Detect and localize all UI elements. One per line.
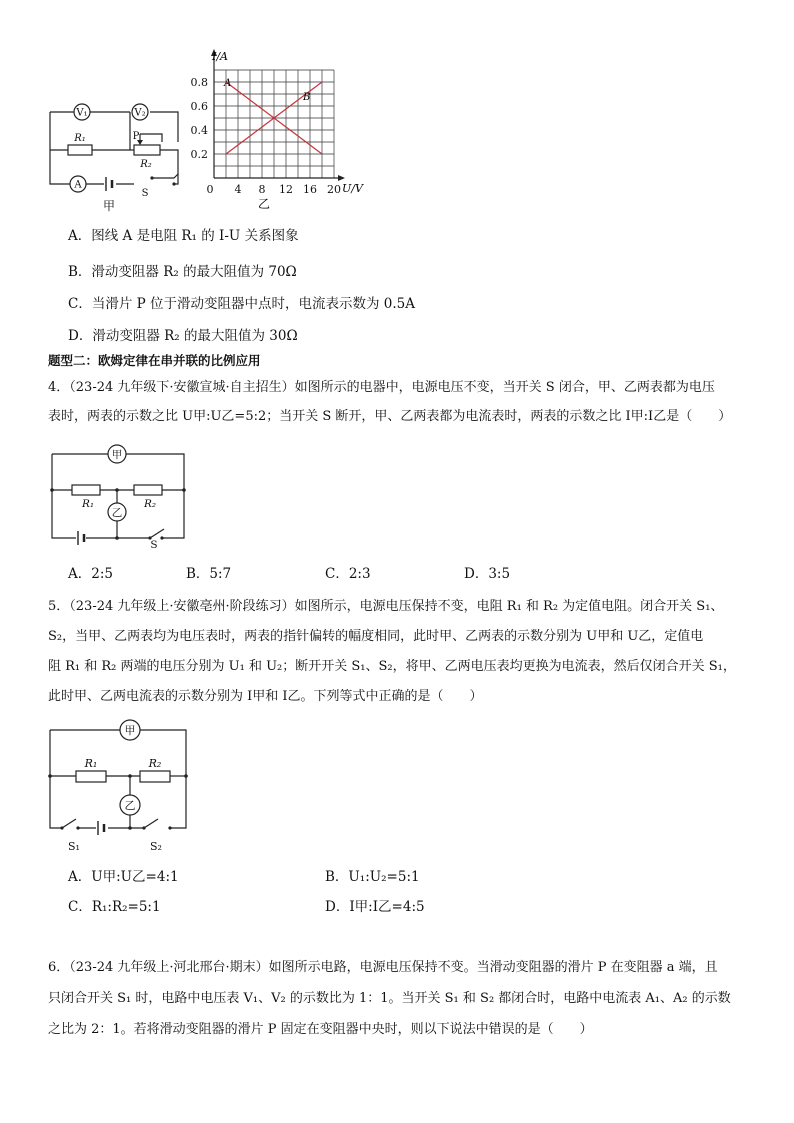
r1-label: R₁	[84, 757, 98, 770]
s2-label: S₂	[150, 840, 162, 853]
rheostat-r2	[134, 145, 160, 155]
p-label: P	[132, 131, 140, 142]
q6-stem-line2: 只闭合开关 S₁ 时，电路中电压表 V₁、V₂ 的示数比为 1：1。当开关 S₁ 和 S₂ 都闭合时，电路中电流表 A₁、A₂ 的示数	[48, 991, 731, 1006]
jia-label: 甲	[124, 724, 136, 737]
x-tick-label: 0	[206, 183, 214, 196]
resistor-r1	[72, 485, 100, 495]
battery-symbol	[78, 531, 84, 545]
caption-yi: 乙	[257, 197, 271, 211]
x-tick-label: 8	[258, 183, 266, 196]
ammeter-label: A	[74, 179, 82, 191]
section-title: 题型二：欧姆定律在串并联的比例应用	[48, 353, 261, 368]
q3-option-b[interactable]: B．滑动变阻器 R₂ 的最大阻值为 70Ω	[68, 264, 297, 280]
resistor-r1	[68, 145, 92, 155]
q5-stem-line2: S₂，当甲、乙两表均为电压表时，两表的指针偏转的幅度相同，此时甲、乙两表的示数分别为 U甲和 U乙，定值电	[48, 629, 704, 644]
q3-option-d[interactable]: D．滑动变阻器 R₂ 的最大阻值为 30Ω	[68, 328, 298, 344]
battery-symbol	[98, 821, 104, 835]
resistor-r2	[134, 485, 162, 495]
q4-option-d[interactable]: D．3:5	[464, 566, 511, 582]
q6-stem-line1: 6．（23-24 九年级上·河北邢台·期末）如图所示电路，电源电压保持不变。当滑动变阻器的滑片 P 在变阻器 a 端，且	[48, 960, 718, 975]
yi-label: 乙	[124, 799, 136, 812]
q4-option-b[interactable]: B．5:7	[186, 566, 232, 582]
q5-stem-line1: 5．（23-24 九年级上·安徽亳州·阶段练习）如图所示，电源电压保持不变，电阻 R₁ 和 R₂ 为定值电阻。闭合开关 S₁、	[48, 599, 724, 614]
q5-option-b[interactable]: B．U₁:U₂=5:1	[325, 869, 420, 885]
resistor-r2	[140, 771, 170, 782]
q3-option-c[interactable]: C．当滑片 P 位于滑动变阻器中点时，电流表示数为 0.5A	[68, 296, 416, 312]
x-tick-label: 20	[327, 183, 341, 196]
y-tick-label: 0.2	[190, 148, 208, 161]
v1-label: V₁	[76, 107, 88, 119]
x-tick-label: 4	[234, 183, 242, 196]
q4-circuit-diagram	[46, 440, 188, 552]
iu-graph	[184, 48, 374, 214]
x-axis-label: U/V	[342, 182, 363, 195]
x-tick-label: 16	[303, 183, 317, 196]
y-axis-label: I/A	[212, 50, 228, 63]
r1-label: R₁	[81, 498, 95, 510]
y-tick-label: 0.4	[190, 124, 208, 137]
q5-option-c[interactable]: C．R₁:R₂=5:1	[68, 899, 161, 915]
q5-stem-line3: 阻 R₁ 和 R₂ 两端的电压分别为 U₁ 和 U₂；断开开关 S₁、S₂，将甲、乙两电压表均更换为电流表，然后仅闭合开关 S₁，	[48, 659, 736, 674]
v2-label: V₂	[134, 107, 146, 119]
q5-option-d[interactable]: D．I甲:I乙=4:5	[325, 899, 425, 915]
switch-s1	[62, 819, 76, 828]
line-a-label: A	[224, 78, 232, 89]
q5-option-a[interactable]: A．U甲:U乙=4:1	[68, 869, 179, 885]
r1-label: R₁	[74, 133, 86, 144]
resistor-r1	[76, 771, 106, 782]
yi-label: 乙	[111, 507, 123, 519]
switch-s2	[144, 819, 158, 828]
r2-label: R₂	[148, 757, 162, 770]
jia-label: 甲	[111, 449, 123, 461]
r2-label: R₂	[140, 159, 152, 170]
y-tick-label: 0.8	[190, 76, 208, 89]
s-label: S	[150, 539, 158, 551]
caption-jia: 甲	[102, 199, 116, 213]
q4-option-c[interactable]: C．2:3	[325, 566, 371, 582]
q6-stem-line3: 之比为 2：1。若将滑动变阻器的滑片 P 固定在变阻器中央时，则以下说法中错误的是（ ）	[48, 1022, 593, 1037]
q4-option-a[interactable]: A．2:5	[68, 566, 113, 582]
s1-label: S₁	[68, 840, 80, 853]
circuit-diagram-jia	[44, 94, 184, 214]
x-tick-label: 12	[279, 183, 293, 196]
q4-stem-line1: 4．（23-24 九年级下·安徽宣城·自主招生）如图所示的电器中，电源电压不变，当开关 S 闭合，甲、乙两表都为电压	[48, 380, 715, 395]
q4-stem-line2: 表时，两表的示数之比 U甲:U乙=5:2；当开关 S 断开，甲、乙两表都为电流表时，两表的示数之比 I甲:I乙是（ ）	[48, 409, 732, 424]
q5-circuit-diagram	[44, 712, 192, 858]
q5-stem-line4: 此时甲、乙两电流表的示数分别为 I甲和 I乙。下列等式中正确的是（ ）	[48, 689, 483, 704]
r2-label: R₂	[143, 498, 157, 510]
battery-symbol	[106, 177, 112, 191]
y-tick-label: 0.6	[190, 100, 208, 113]
line-b-label: B	[303, 92, 311, 103]
switch-label: S	[141, 188, 149, 199]
q3-option-a[interactable]: A．图线 A 是电阻 R₁ 的 I-U 关系图象	[68, 228, 299, 244]
